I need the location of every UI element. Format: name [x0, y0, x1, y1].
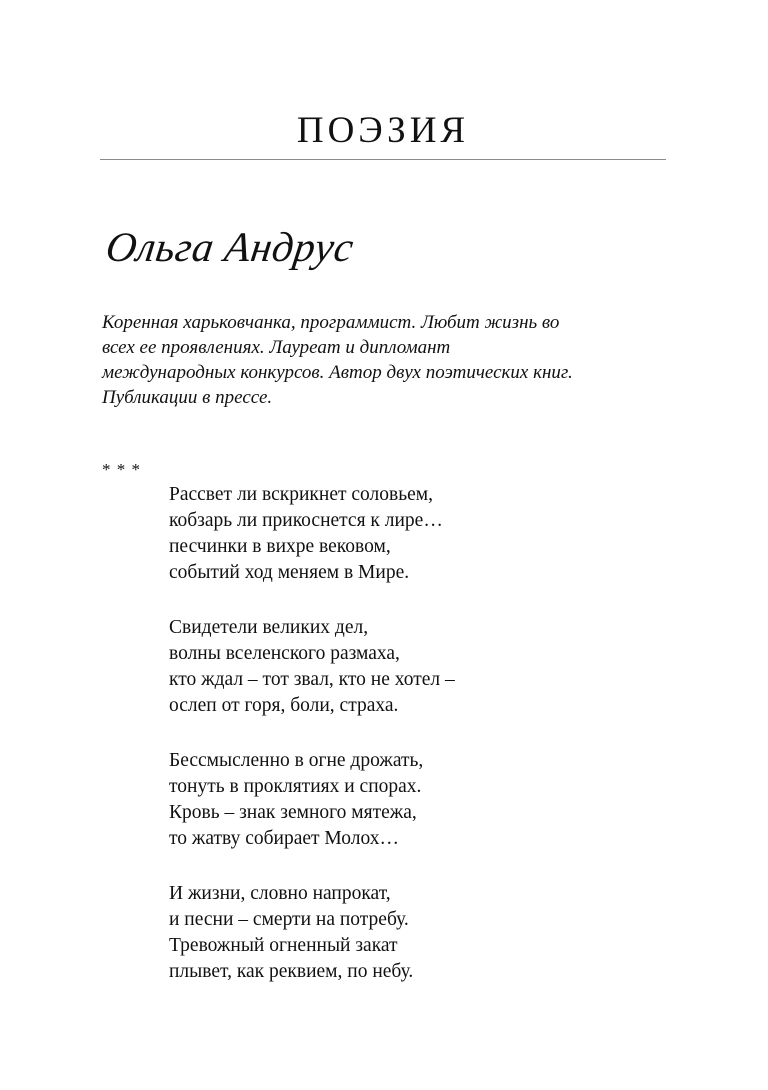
- author-name: Ольга Андрус: [102, 225, 357, 271]
- poem-body: [169, 482, 689, 1014]
- poem-line: то жатву собирает Молох…: [169, 828, 400, 849]
- poem-line: кобзарь ли прикоснется к лире…: [169, 510, 443, 531]
- poem-stanza: [169, 615, 689, 719]
- poem-stanza: [169, 748, 689, 852]
- poem-line: Свидетели великих дел,: [169, 617, 369, 638]
- bio-line: Коренная харьковчанка, программист. Любит жизнь во: [102, 312, 560, 333]
- poem-line: И жизни, словно напрокат,: [169, 883, 391, 904]
- poem-line: тонуть в проклятиях и спорах.: [169, 776, 422, 797]
- bio-line: международных конкурсов. Автор двух поэтических книг.: [102, 362, 573, 383]
- author-bio: [102, 310, 682, 410]
- poem-stanza: [169, 482, 689, 586]
- poem-stanza: [169, 881, 689, 985]
- poem-line: ослеп от горя, боли, страха.: [169, 695, 399, 716]
- bio-line: Публикации в прессе.: [102, 387, 273, 408]
- poem-line: плывет, как реквием, по небу.: [169, 961, 414, 982]
- poem-line: волны вселенского размаха,: [169, 643, 400, 664]
- poem-separator: * * *: [102, 460, 141, 479]
- poem-line: событий ход меняем в Мире.: [169, 562, 410, 583]
- section-title: ПОЭЗИЯ: [296, 110, 470, 151]
- poem-line: кто ждал – тот звал, кто не хотел –: [169, 669, 455, 690]
- poem-line: Тревожный огненный закат: [169, 935, 398, 956]
- poem-line: Бессмысленно в огне дрожать,: [169, 750, 424, 771]
- bio-line: всех ее проявлениях. Лауреат и дипломант: [102, 337, 451, 358]
- poem-line: Кровь – знак земного мятежа,: [169, 802, 417, 823]
- title-divider: [100, 159, 666, 160]
- poem-line: Рассвет ли вскрикнет соловьем,: [169, 484, 433, 505]
- poem-line: песчинки в вихре вековом,: [169, 536, 391, 557]
- poem-line: и песни – смерти на потребу.: [169, 909, 409, 930]
